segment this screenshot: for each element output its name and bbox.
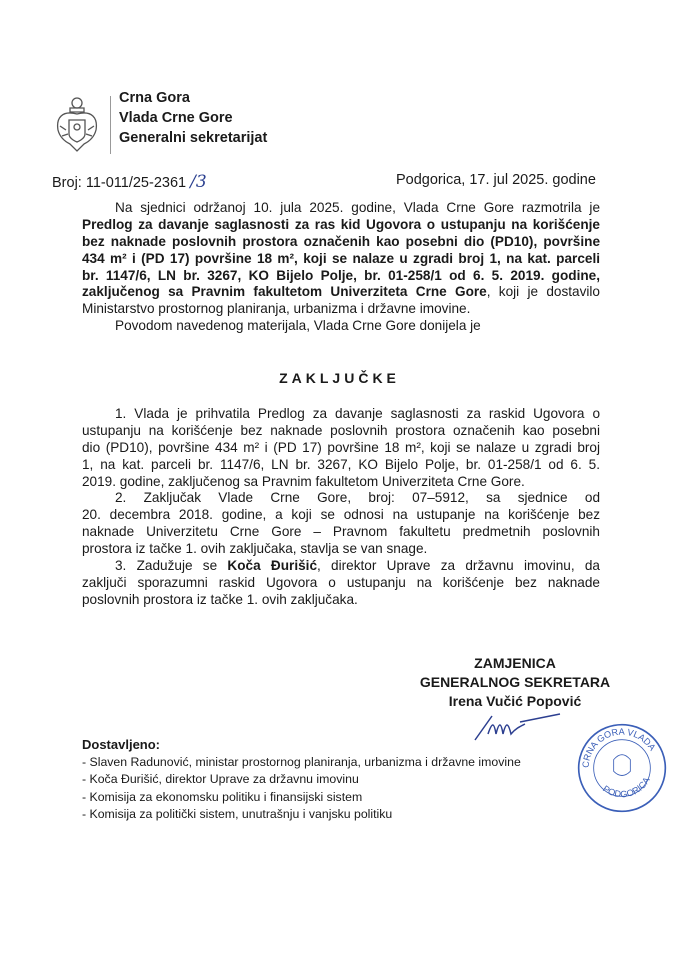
text-segment: ustupanju na korišćenje bez naknade poslovnih prostora označenih kao posebni	[82, 422, 600, 438]
text-segment: zaključi sporazumni raskid Ugovora o ustupanju na korišćenje bez naknade	[82, 574, 600, 590]
text-line	[82, 440, 600, 457]
text-line	[82, 268, 600, 285]
distribution-item: - Komisija za ekonomsku politiku i finansijski sistem	[82, 789, 363, 804]
document-title: ZAKLJUČKE	[279, 370, 400, 386]
bold-text: bez naknade poslovnih prostora označenih kao posebni dio (PD10), površine	[82, 233, 600, 249]
distribution-label: Dostavljeno:	[82, 737, 161, 752]
text-segment: Na sjednici održanoj 10. jula 2025. godine, Vlada Crne Gore razmotrila je	[115, 200, 600, 215]
text-line	[82, 558, 600, 575]
text-line	[82, 541, 600, 558]
conclusions-list	[82, 406, 600, 609]
stamp-text-top: CRNA GORA VLADA	[580, 726, 658, 769]
text-segment: Ministarstvo prostornog planiranja, urbanizma i državne imovine.	[82, 301, 471, 317]
intro-paragraph	[82, 200, 600, 335]
letterhead-government: Vlada Crne Gore	[119, 110, 233, 126]
official-stamp	[572, 718, 672, 823]
text-line	[82, 524, 600, 541]
text-line	[82, 575, 600, 592]
text-line	[82, 301, 600, 318]
bold-text: 434 m² i (PD 17) površine 18 m², koji se nalaze u zgradi broj 1, na kat. parceli	[82, 250, 600, 266]
stamp-text-bottom: PODGORICA	[601, 775, 652, 800]
bold-text: br. 1147/6, LN br. 3267, KO Bijelo Polje, br. 01-258/1 od 6. 5. 2019. godine,	[82, 267, 600, 283]
text-segment: 2019. godine, zaključenog sa Pravnim fakultetom Univerziteta Crne Gore.	[82, 473, 525, 489]
header-divider	[110, 96, 111, 154]
text-line	[82, 457, 600, 474]
text-line	[82, 474, 600, 491]
text-line	[82, 507, 600, 524]
reference-number-text: Broj: 11-011/25-2361	[52, 175, 187, 191]
distribution-item: - Komisija za politički sistem, unutrašnju i vanjsku politiku	[82, 807, 393, 821]
text-line	[82, 251, 600, 268]
text-segment: 1, na kat. parceli br. 1147/6, LN br. 3267, KO Bijelo Polje, br. 01-258/1 od 6. 5.	[82, 456, 600, 472]
text-segment: prostora iz tačke 1. ovih zaključaka, stavlja se van snage.	[82, 541, 428, 557]
text-segment: poslovnih prostora iz tačke 1. ovih zaključaka.	[82, 591, 358, 607]
text-line	[82, 406, 600, 423]
text-segment: 3. Zadužuje se	[115, 558, 228, 574]
signatory-role-line2: GENERALNOG SEKRETARA	[419, 674, 611, 690]
signatory-role-line1: ZAMJENICA	[474, 655, 556, 671]
text-line	[82, 592, 600, 609]
bold-text: Koča Đurišić	[227, 558, 318, 574]
text-segment: , direktor Uprave za državnu imovinu, da	[317, 558, 600, 574]
distribution-item: - Slaven Radunović, ministar prostornog planiranja, urbanizma i državne imovine	[82, 754, 521, 769]
handwritten-suffix: /3	[190, 172, 207, 192]
coat-of-arms-icon	[52, 96, 102, 159]
text-segment: , koji je dostavilo	[486, 284, 600, 300]
letterhead-country: Crna Gora	[119, 90, 190, 106]
reference-number	[52, 172, 207, 192]
text-segment: 20. decembra 2018. godine, a koji se odnosi na ustupanje na korišćenje bez	[82, 507, 600, 523]
bold-text: Predlog za davanje saglasnosti za ras kid Ugovora o ustupanju na korišćenje	[82, 216, 600, 232]
text-segment: 2. Zaključak Vlade Crne Gore, broj: 07–5912, sa sjednice od	[115, 490, 600, 506]
distribution-item: - Koča Đurišić, direktor Uprave za državnu imovinu	[82, 772, 359, 786]
text-segment: 1. Vlada je prihvatila Predlog za davanje saglasnosti za raskid Ugovora o	[115, 406, 600, 421]
signature-block	[400, 654, 630, 711]
svg-text:PODGORICA	[601, 775, 652, 800]
text-line	[82, 217, 600, 234]
bold-text: zaključenog sa Pravnim fakultetom Univerziteta Crne Gore	[82, 284, 487, 300]
distribution-list	[82, 736, 521, 824]
signatory-name: Irena Vučić Popović	[448, 693, 582, 709]
text-segment: dio (PD10), površine 434 m² i (PD 17) površine 18 m², koji se nalaze u zgradi broj	[82, 439, 600, 455]
text-line	[82, 490, 600, 507]
text-line	[82, 234, 600, 251]
letterhead	[119, 88, 267, 148]
text-line	[82, 200, 600, 217]
text-segment: naknade Univerzitetu Crne Gore – Pravnom fakultetu predmetnih poslovnih	[82, 524, 600, 540]
letterhead-department: Generalni sekretarijat	[119, 130, 268, 146]
place-date: Podgorica, 17. jul 2025. godine	[396, 172, 596, 188]
text-line	[82, 423, 600, 440]
text-line	[82, 284, 600, 301]
text-line	[82, 318, 600, 335]
text-segment: Povodom navedenog materijala, Vlada Crne Gore donijela je	[115, 318, 481, 334]
